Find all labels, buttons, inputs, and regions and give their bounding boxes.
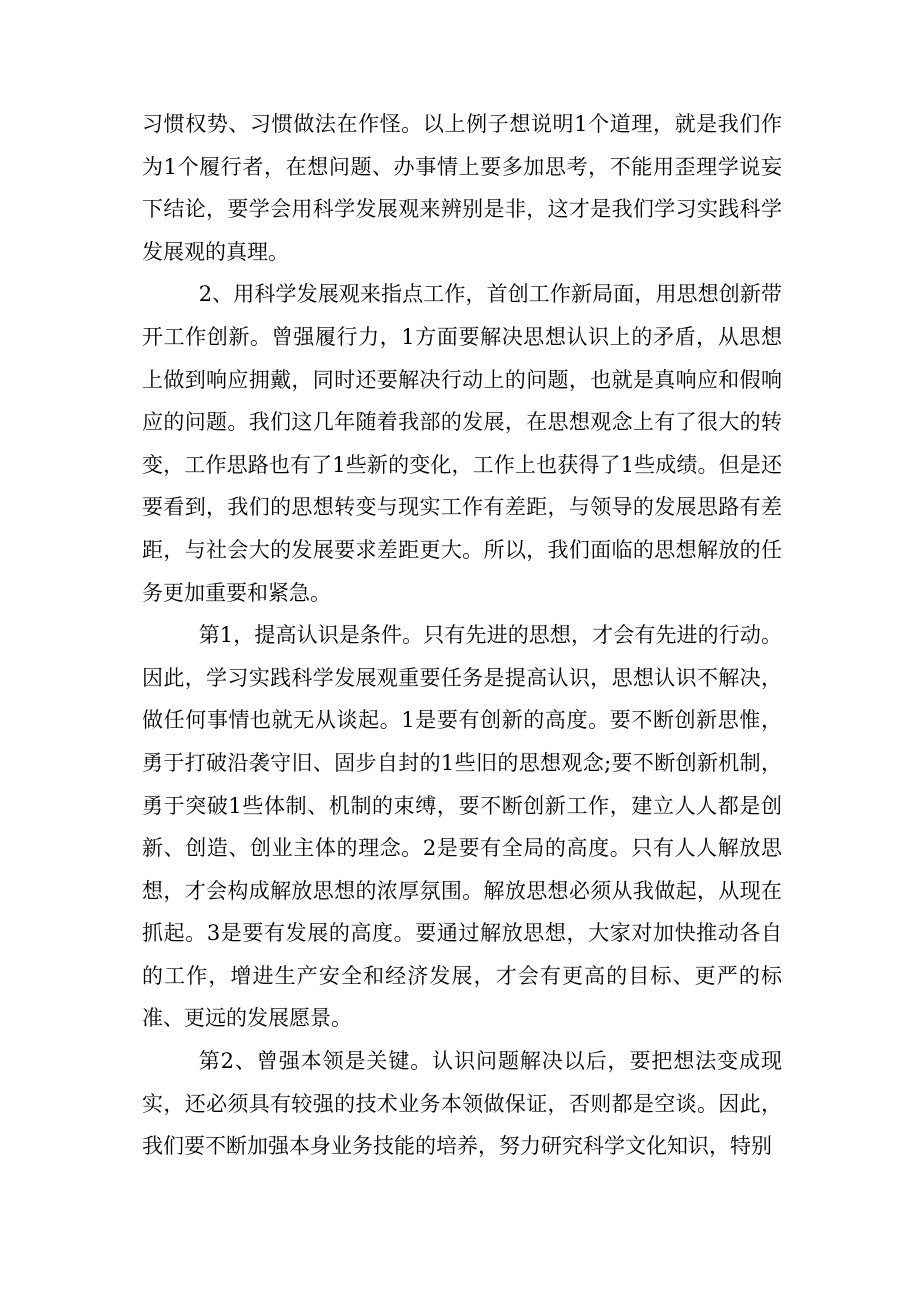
paragraph-1: 习惯权势、习惯做法在作怪。以上例子想说明1个道理，就是我们作为1个履行者，在想问题、办事情上要多加思考，不能用歪理学说妄下结论，要学会用科学发展观来辨别是非，这才是我们学习实践科学发展观的真理。 <box>142 112 782 264</box>
document-body <box>142 103 782 1168</box>
paragraph-2: 2、用科学发展观来指点工作，首创工作新局面，用思想创新带开工作创新。曾强履行力，1方面要解决思想认识上的矛盾，从思想上做到响应拥戴，同时还要解决行动上的问题，也就是真响应和假响应的问题。我们这几年随着我部的发展，在思想观念上有了很大的转变，工作思路也有了1些新的变化，工作上也获得了1些成绩。但是还要看到，我们的思想转变与现实工作有差距，与领导的发展思路有差距，与社会大的发展要求差距更大。所以，我们面临的思想解放的任务更加重要和紧急。 <box>142 282 782 605</box>
paragraph-3: 第1，提高认识是条件。只有先进的思想，才会有先进的行动。因此，学习实践科学发展观重要任务是提高认识，思想认识不解决，做任何事情也就无从谈起。1是要有创新的高度。要不断创新思惟，勇于打破沿袭守旧、固步自封的1些旧的思想观念;要不断创新机制，勇于突破1些体制、机制的束缚，要不断创新工作，建立人人都是创新、创造、创业主体的理念。2是要有全局的高度。只有人人解放思想，才会构成解放思想的浓厚氛围。解放思想必须从我做起，从现在抓起。3是要有发展的高度。要通过解放思想，大家对加快推动各自的工作，增进生产安全和经济发展，才会有更高的目标、更严的标准、更远的发展愿景。 <box>142 623 782 1031</box>
paragraph-4: 第2、曾强本领是关键。认识问题解决以后，要把想法变成现实，还必须具有较强的技术业务本领做保证，否则都是空谈。因此，我们要不断加强本身业务技能的培养，努力研究科学文化知识，特别 <box>142 1049 782 1159</box>
